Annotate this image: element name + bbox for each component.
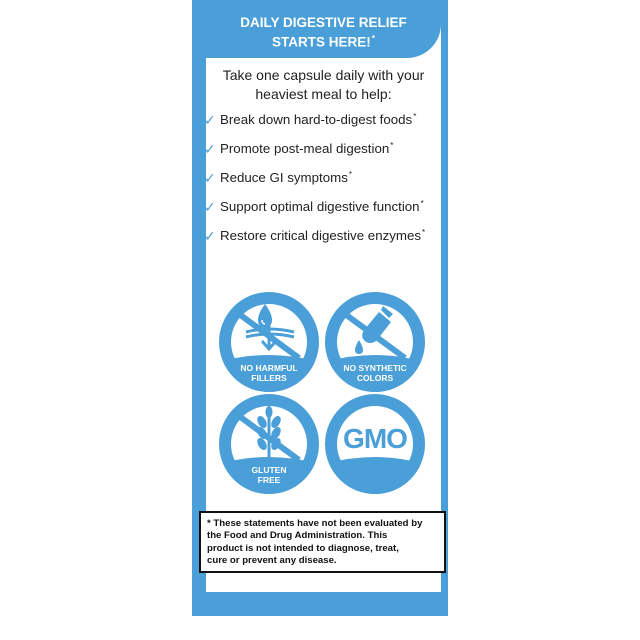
benefit-item [204, 199, 444, 228]
benefit-item [204, 228, 444, 257]
usage-intro [206, 66, 441, 104]
header-banner [206, 8, 441, 58]
disclaimer-line-3: product is not intended to diagnose, treat, [207, 542, 399, 554]
benefit-asterisk: * [422, 228, 426, 237]
banner-line-2 [206, 31, 441, 51]
benefit-text: Promote post-meal digestion [220, 141, 390, 156]
disclaimer-line-2: the Food and Drug Administration. This [207, 530, 388, 542]
benefit-item [204, 141, 444, 170]
benefit-asterisk: * [413, 112, 417, 121]
benefit-text: Break down hard-to-digest foods [220, 112, 413, 127]
badge-gluten-free [219, 394, 319, 494]
badge-label-line-1: NO HARMFUL [240, 363, 298, 373]
benefit-asterisk: * [390, 141, 394, 150]
badge-label-line-2: COLORS [356, 373, 394, 383]
benefits-list [204, 112, 444, 257]
benefit-text: Support optimal digestive function [220, 199, 420, 214]
gmo-text: GMO [343, 423, 407, 454]
benefit-text: Reduce GI symptoms [220, 170, 348, 185]
intro-line-2: heaviest meal to help: [255, 86, 392, 102]
benefit-item [204, 112, 444, 141]
banner-asterisk: * [371, 34, 375, 44]
benefit-item [204, 170, 444, 199]
disclaimer-line-4: cure or prevent any disease. [207, 555, 337, 567]
disclaimer-line-1: * These statements have not been evaluated by [207, 518, 423, 529]
banner-line-2-text: STARTS HERE! [272, 34, 371, 50]
badge-label-line-1: NO SYNTHETIC [343, 363, 407, 373]
badge-no-synthetic-colors [325, 292, 425, 392]
panel-bottom-edge [192, 592, 448, 616]
badge-label-line-1: GLUTEN [251, 465, 287, 475]
benefit-text: Restore critical digestive enzymes [220, 228, 422, 243]
checkmark-icon: ✓ [204, 112, 216, 128]
badge-label [219, 465, 319, 485]
checkmark-icon: ✓ [204, 170, 216, 186]
badge-label [325, 363, 425, 383]
benefit-asterisk: * [420, 199, 424, 208]
panel-top-edge [192, 0, 448, 8]
checkmark-icon: ✓ [204, 228, 216, 244]
benefit-asterisk: * [348, 170, 352, 179]
badge-label-line-2: FREE [257, 475, 281, 485]
badge-label-line-2: FILLERS [251, 373, 287, 383]
banner-line-1: DAILY DIGESTIVE RELIEF [240, 15, 407, 31]
intro-line-1: Take one capsule daily with your [222, 67, 425, 83]
badge-non-gmo [325, 394, 425, 494]
checkmark-icon: ✓ [204, 199, 216, 215]
badge-no-harmful-fillers [219, 292, 319, 392]
fda-disclaimer [199, 511, 446, 573]
badge-label [219, 363, 319, 383]
checkmark-icon: ✓ [204, 141, 216, 157]
